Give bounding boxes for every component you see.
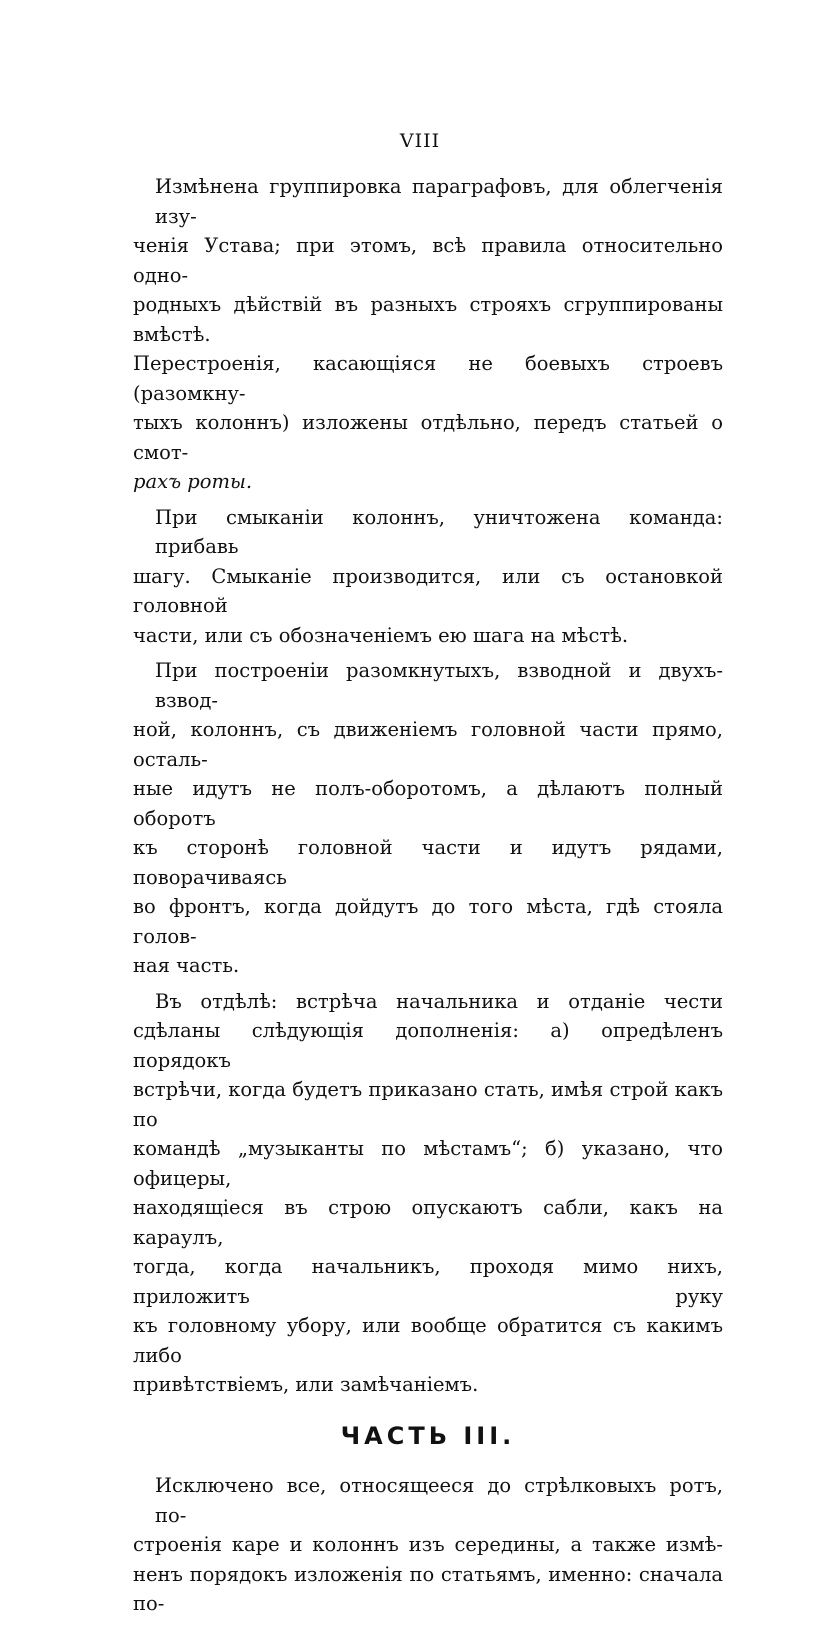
text-line: строенія каре и колоннъ изъ середины, а также измѣ-	[133, 1533, 723, 1556]
text-line: При построеніи разомкнутыхъ, взводной и двухъ-взвод-	[155, 659, 723, 712]
text-line: ной, колоннъ, съ движеніемъ головной части прямо, осталь-	[133, 718, 723, 771]
text-line: сдѣланы слѣдующія дополненія: а) опредѣленъ порядокъ	[133, 1019, 723, 1072]
text-line: тогда, когда начальникъ, проходя мимо нихъ, приложитъ руку	[133, 1255, 723, 1308]
text-line: Измѣнена группировка параграфовъ, для облегченія изу-	[155, 175, 723, 228]
section-heading: ЧАСТЬ III.	[340, 1421, 516, 1450]
paragraph-2	[133, 503, 723, 651]
text-line: шагу. Смыканіе производится, или съ остановкой головной	[133, 564, 723, 617]
text-line: Въ отдѣлѣ: встрѣча начальника и отданіе чести	[155, 989, 723, 1013]
page-number: VIII	[399, 130, 441, 152]
paragraph-4	[133, 987, 723, 1400]
text-line: командѣ „музыканты по мѣстамъ“; б) указано, что офицеры,	[133, 1137, 723, 1190]
text-line: части, или съ обозначеніемъ ею шага на мѣстѣ.	[133, 623, 629, 647]
text-line: ненъ порядокъ изложенія по статьямъ, именно: сначала по-	[133, 1562, 723, 1615]
text-line: рахъ роты.	[133, 470, 253, 493]
body-text	[133, 172, 723, 1625]
text-line: встрѣчи, когда будетъ приказано стать, имѣя строй какъ по	[133, 1078, 723, 1131]
paragraph-3	[133, 656, 723, 981]
text-line: тыхъ колоннъ) изложены отдѣльно, передъ статьей о смот-	[133, 411, 723, 464]
text-line: къ сторонѣ головной части и идутъ рядами, поворачиваясь	[133, 836, 723, 889]
text-line: къ головному убору, или вообще обратится съ какимъ либо	[133, 1314, 723, 1367]
paragraph-1	[133, 172, 723, 497]
paragraph-5	[133, 1471, 723, 1619]
text-line: При смыканіи колоннъ, уничтожена команда: прибавь	[155, 505, 723, 558]
text-line: ченія Устава; при этомъ, всѣ правила относительно одно-	[133, 234, 723, 287]
text-line: ная часть.	[133, 954, 240, 977]
text-line: во фронтъ, когда дойдутъ до того мѣста, гдѣ стояла голов-	[133, 895, 723, 948]
text-line: Исключено все, относящееся до стрѣлковыхъ ротъ, по-	[155, 1474, 723, 1527]
text-line: родныхъ дѣйствій въ разныхъ строяхъ сгруппированы вмѣстѣ.	[133, 293, 723, 346]
text-line: привѣтствіемъ, или замѣчаніемъ.	[133, 1373, 479, 1396]
text-line: ные идутъ не полъ-оборотомъ, а дѣлаютъ полный оборотъ	[133, 777, 723, 830]
text-line: находящіеся въ строю опускаютъ сабли, какъ на караулъ,	[133, 1196, 723, 1249]
text-line: Перестроенія, касающіяся не боевыхъ строевъ (разомкну-	[133, 352, 723, 405]
